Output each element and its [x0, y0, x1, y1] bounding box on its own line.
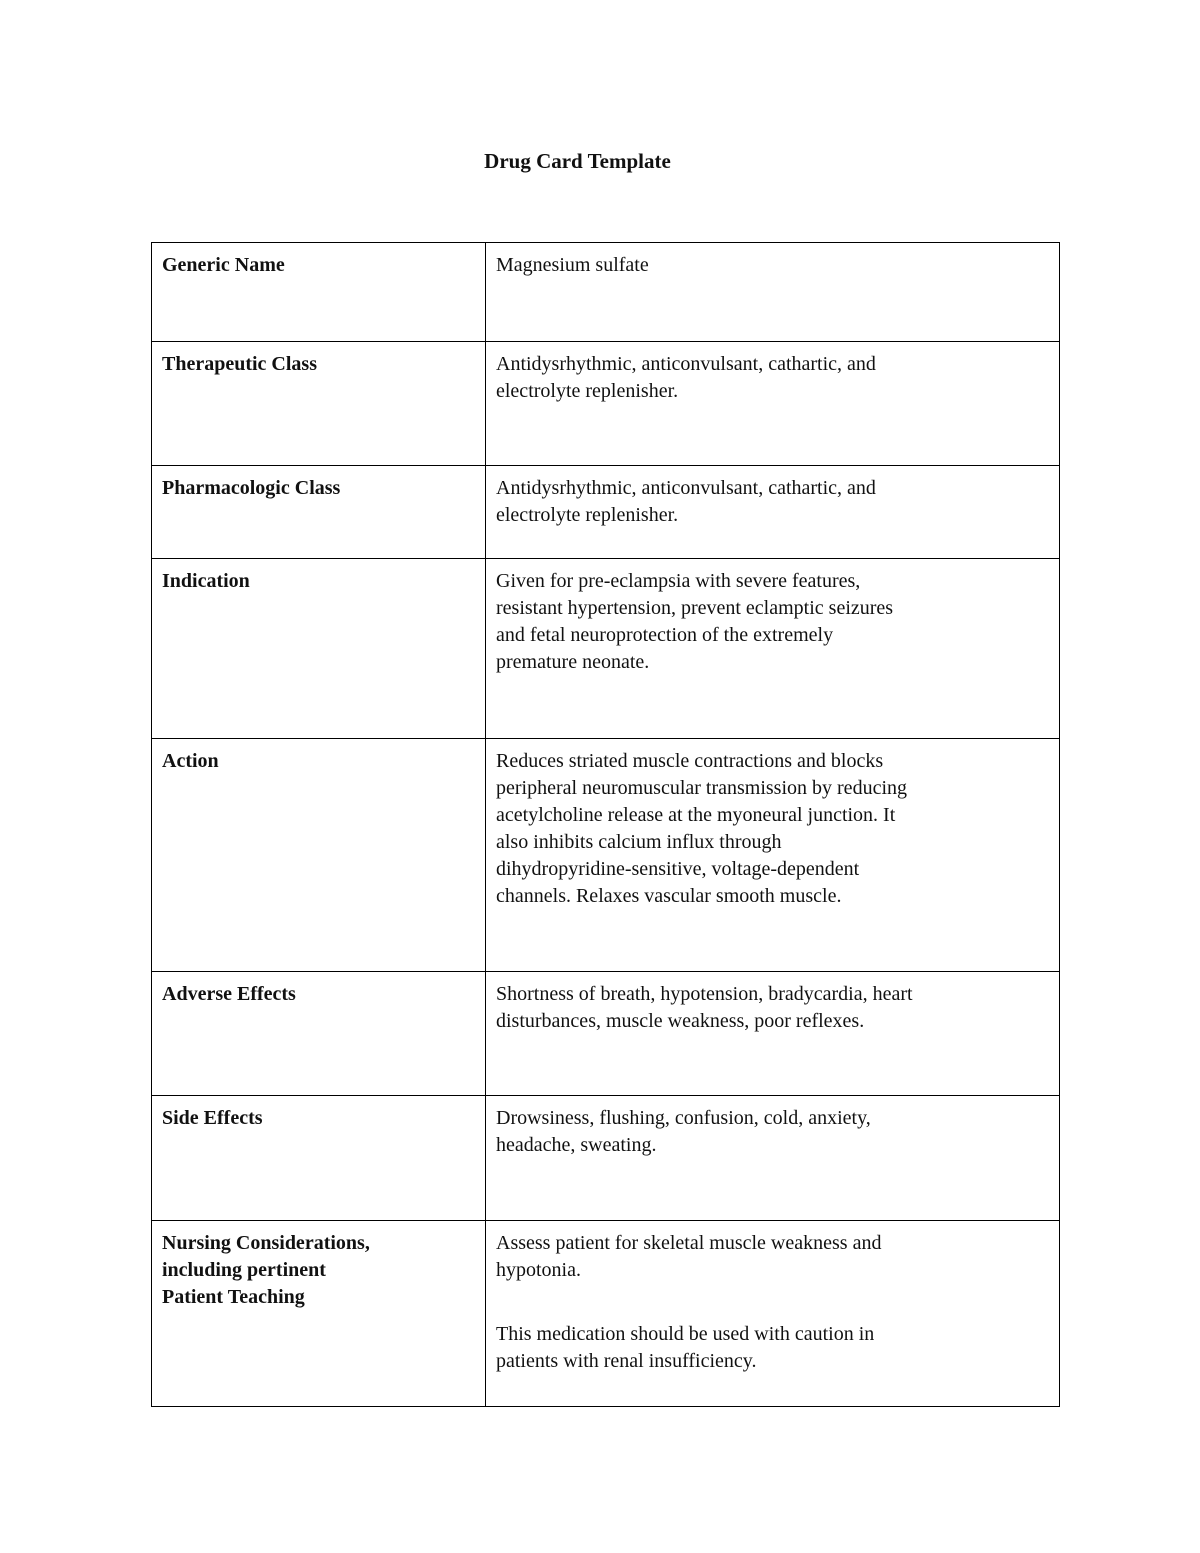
value-line: Antidysrhythmic, anticonvulsant, cathartic, and: [496, 477, 876, 499]
value-line: This medication should be used with caution in: [496, 1323, 875, 1345]
value-line: Antidysrhythmic, anticonvulsant, cathartic, and: [496, 353, 876, 375]
row-label: [152, 559, 486, 739]
value-line: patients with renal insufficiency.: [496, 1350, 757, 1372]
value-line: peripheral neuromuscular transmission by reducing: [496, 777, 907, 799]
row-value: [486, 972, 1060, 1096]
label-line: including pertinent: [162, 1259, 326, 1281]
value-paragraph: [496, 252, 1049, 279]
row-label: [152, 972, 486, 1096]
row-value: [486, 1221, 1060, 1407]
value-paragraph: [496, 475, 1049, 529]
value-paragraph: [496, 351, 1049, 405]
table-row-nursing-considerations: [152, 1221, 1060, 1407]
row-label: [152, 739, 486, 972]
value-line: resistant hypertension, prevent eclamptic seizures: [496, 597, 894, 619]
value-line: hypotonia.: [496, 1259, 581, 1281]
table-row-therapeutic-class: [152, 342, 1060, 466]
value-paragraph: [496, 1321, 1049, 1375]
value-line: Drowsiness, flushing, confusion, cold, anxiety,: [496, 1107, 871, 1129]
value-line: dihydropyridine-sensitive, voltage-dependent: [496, 858, 860, 880]
value-line: and fetal neuroprotection of the extremely: [496, 624, 834, 646]
value-line: Assess patient for skeletal muscle weakness and: [496, 1232, 882, 1254]
table-row-generic-name: [152, 243, 1060, 342]
label-line: Indication: [162, 570, 250, 592]
row-value: [486, 559, 1060, 739]
value-line: electrolyte replenisher.: [496, 380, 679, 402]
table-row-indication: [152, 559, 1060, 739]
row-value: [486, 466, 1060, 559]
label-line: Adverse Effects: [162, 983, 296, 1005]
label-line: Generic Name: [162, 254, 285, 276]
value-paragraph: [496, 748, 1049, 910]
value-line: headache, sweating.: [496, 1134, 657, 1156]
row-value: [486, 243, 1060, 342]
value-line: Reduces striated muscle contractions and blocks: [496, 750, 884, 772]
value-paragraph: [496, 568, 1049, 676]
value-line: Shortness of breath, hypotension, bradycardia, heart: [496, 983, 913, 1005]
label-line: Therapeutic Class: [162, 353, 317, 375]
value-line: also inhibits calcium influx through: [496, 831, 782, 853]
row-label: [152, 342, 486, 466]
row-label: [152, 243, 486, 342]
table-row-adverse-effects: [152, 972, 1060, 1096]
value-line: Given for pre-eclampsia with severe features,: [496, 570, 861, 592]
value-line: premature neonate.: [496, 651, 650, 673]
value-line: disturbances, muscle weakness, poor reflexes.: [496, 1010, 865, 1032]
value-paragraph: [496, 981, 1049, 1035]
label-line: Pharmacologic Class: [162, 477, 341, 499]
row-label: [152, 1096, 486, 1221]
label-line: Side Effects: [162, 1107, 263, 1129]
table-row-side-effects: [152, 1096, 1060, 1221]
value-line: channels. Relaxes vascular smooth muscle.: [496, 885, 842, 907]
row-value: [486, 342, 1060, 466]
row-value: [486, 1096, 1060, 1221]
row-label: [152, 1221, 486, 1407]
value-line: electrolyte replenisher.: [496, 504, 679, 526]
label-line: Patient Teaching: [162, 1286, 305, 1308]
table-row-action: [152, 739, 1060, 972]
value-line: Magnesium sulfate: [496, 254, 649, 276]
drug-card-table: [151, 242, 1060, 1407]
value-paragraph: [496, 1230, 1049, 1284]
label-line: Nursing Considerations,: [162, 1232, 370, 1254]
row-value: [486, 739, 1060, 972]
label-line: Action: [162, 750, 219, 772]
page-title: Drug Card Template: [484, 149, 671, 173]
value-line: acetylcholine release at the myoneural junction. It: [496, 804, 896, 826]
value-paragraph: [496, 1105, 1049, 1159]
row-label: [152, 466, 486, 559]
table-row-pharmacologic-class: [152, 466, 1060, 559]
